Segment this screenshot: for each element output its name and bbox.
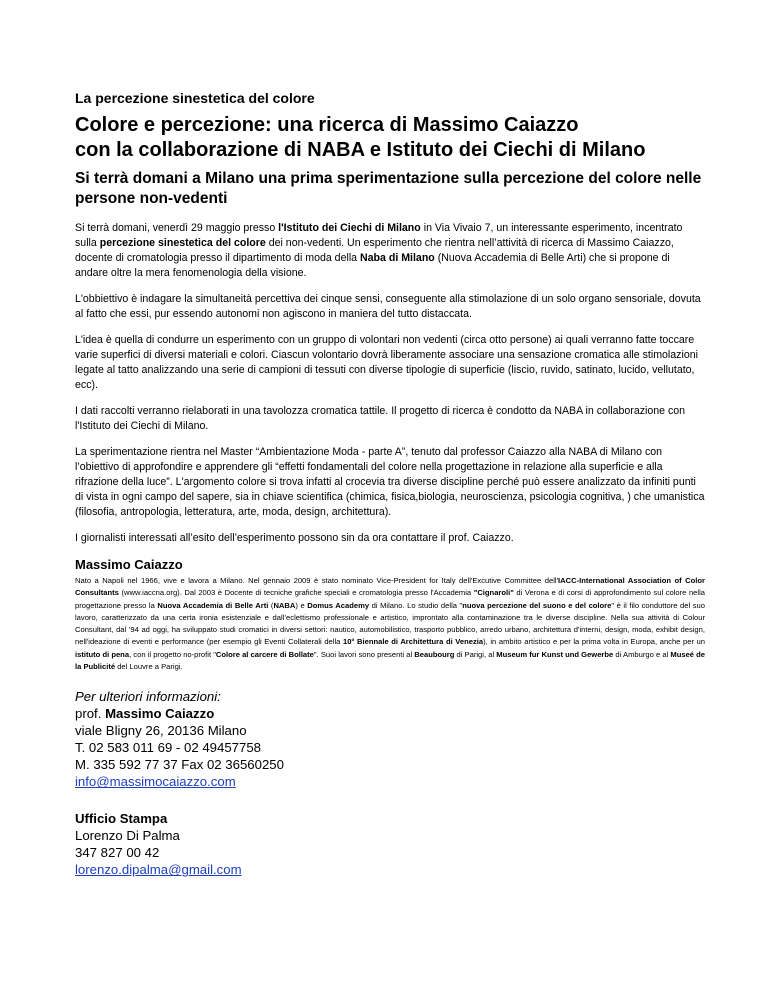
p1-bold-perception: percezione sinestetica del colore	[99, 237, 266, 249]
bio-b12: Museé de la Publicité	[75, 649, 706, 672]
contact-address: viale Bligny 26, 20136 Milano	[75, 723, 247, 739]
bio-t5: ) e	[295, 600, 308, 610]
bio-b6: nuova percezione del suono e del colore	[462, 600, 612, 610]
press-office-name: Lorenzo Di Palma	[75, 828, 180, 844]
bio-b8: istituto di pena	[75, 649, 130, 659]
bio-t12: di Amburgo e al	[613, 649, 671, 659]
bio-t9: , con il progetto no-profit "	[129, 649, 216, 659]
contact-email-link[interactable]: info@massimocaiazzo.com	[75, 774, 236, 790]
press-office	[75, 810, 705, 878]
bio-b10: Beaubourg	[414, 649, 455, 659]
headline-line-1: Colore e percezione: una ricerca di Massimo Caiazzo	[75, 114, 579, 136]
bio-t2: (www.iaccna.org). Dal 2003 è Docente di tecniche grafiche speciali e cromatologia presso l'Accademia	[118, 588, 474, 598]
bio-t10: ". Suoi lavori sono presenti al	[313, 649, 415, 659]
bio-t6: di Milano. Lo studio della "	[369, 600, 463, 610]
subtitle: Si terrà domani a Milano una prima sperimentazione sulla percezione del colore nelle persone non-vedenti	[75, 170, 702, 207]
paragraph-1	[75, 221, 705, 281]
bio-b11: Museum fur Kunst und Gewerbe	[496, 649, 614, 659]
paragraph-3: L'idea è quella di condurre un esperimento con un gruppo di volontari non vedenti (circa otto persone) ai quali verranno fatte toccare varie superfici di diversi materiali e colori. Ciascun volontario dovrà liberamente associare una sensazione cromatica alle stimolazioni legate al tatto analizzando una serie di campioni di tessuti con diverse tipologie di superficie (liscio, ruvido, satinato, lucido, vellutato, ecc).	[75, 334, 698, 391]
bio-title: Massimo Caiazzo	[75, 557, 183, 572]
bio-t1: Nato a Napoli nel 1966, vive e lavora a Milano. Nel gennaio 2009 è stato nominato Vice-President for Italy dell'Excutive Committee dell'	[75, 576, 559, 585]
bio-b3: Nuova Accademia di Belle Arti	[157, 600, 269, 610]
bio-b4: NABA	[273, 600, 296, 610]
headline-line-2: con la collaborazione di NABA e Istituto dei Ciechi di Milano	[75, 139, 646, 161]
bio-b2: "Cignaroli"	[473, 588, 514, 598]
bio-text	[75, 575, 705, 673]
contact-info	[75, 688, 705, 790]
p1-text-e: (Nuova Accademia di Belle Arti) che si propone di andare oltre la mera fenomenologia della visione.	[75, 252, 670, 279]
bio-t7: " è il filo conduttore del suo lavoro, caratterizzato da una certa ironia esistenziale e dall’eclettismo professionale e artistico, improntato alla contaminazione tra le diverse discipline. Nella sua attività di Colour Consultant, dal '94 ad oggi, ha sviluppato studi cromatici in diversi settori: nautico, automobilistico, trasporto pubblico, arredo urbano, architettura d'interni, design, moda, exhibit design, nell'ideazione di eventi e performance (per esempio gli Eventi Collaterali della	[75, 600, 705, 647]
contact-name: Massimo Caiazzo	[105, 706, 215, 722]
p1-text-d: dei non-vedenti. Un esperimento che rientra nell’attività di ricerca di Massimo Caiazzo, docente di cromatologia presso il dipartimento di moda della	[75, 237, 674, 264]
headline	[75, 113, 705, 163]
bio-t11: di Parigi, al	[454, 649, 497, 659]
p1-text-a: Si terrà domani, venerdì 29 maggio presso	[75, 222, 279, 234]
p1-text-c: in Via Vivaio 7, un interessante esperimento, incentrato sulla	[75, 222, 683, 249]
bio-b1: IACC-International Association of Color Consultants	[75, 576, 705, 598]
contact-name-line	[75, 705, 705, 722]
document-content	[75, 90, 705, 898]
paragraph-4: I dati raccolti verranno rielaborati in una tavolozza cromatica tattile. Il progetto di ricerca è condotto da NABA in collaborazione con l'Istituto dei Ciechi di Milano.	[75, 405, 686, 432]
contact-mobile-fax: M. 335 592 77 37 Fax 02 36560250	[75, 757, 284, 773]
bio-t3: di Verona e di corsi di approfondimento sul colore nella progettazione presso la	[75, 588, 705, 610]
contact-prefix: prof.	[75, 706, 106, 722]
bio-t4: (	[268, 600, 274, 610]
contact-telephone: T. 02 583 011 69 - 02 49457758	[75, 740, 262, 756]
bio-b5: Domus Academy	[307, 600, 370, 610]
bio-b9: Colore al carcere di Bollate	[215, 649, 314, 659]
bio-t8: ), in ambito artistico e per la prima volta in Europa, anche per un	[483, 637, 705, 647]
press-office-phone: 347 827 00 42	[75, 845, 160, 861]
press-office-email-link[interactable]: lorenzo.dipalma@gmail.com	[75, 862, 242, 878]
paragraph-5: La sperimentazione rientra nel Master “Ambientazione Moda - parte A”, tenuto dal professor Caiazzo alla NABA di Milano con l’obiettivo di approfondire e apprendere gli “effetti fondamentali del colore nella progettazione in relazione alla superficie e alla rifrazione della luce”. L'argomento colore si trova infatti al crocevia tra diverse discipline perché può essere analizzato da infiniti punti di vista in ogni campo del sapere, sia in chiave scientifica (chimica, fisica,biologia, neuroscienza, psicologia cognitiva, ) che umanistica (filosofia, antropologia, letteratura, arte, moda, design, architettura).	[75, 446, 705, 518]
kicker: La percezione sinestetica del colore	[75, 90, 315, 106]
p1-bold-naba: Naba di Milano	[360, 252, 435, 264]
bio-b7: 10° Biennale di Architettura di Venezia	[342, 637, 484, 647]
paragraph-2: L'obbiettivo è indagare la simultaneità percettiva dei cinque sensi, conseguente alla stimolazione di un solo organo sensoriale, dovuta al fatto che essi, pur essendo autonomi non agiscono in maniera del tutto distaccata.	[75, 293, 701, 320]
press-office-heading: Ufficio Stampa	[75, 811, 168, 827]
p1-bold-institute: l'Istituto dei Ciechi di Milano	[278, 222, 421, 234]
paragraph-6: I giornalisti interessati all’esito dell’esperimento possono sin da ora contattare il prof. Caiazzo.	[75, 532, 514, 544]
contact-heading: Per ulteriori informazioni:	[75, 689, 221, 705]
bio-t13: del Louvre a Parigi.	[115, 662, 183, 672]
